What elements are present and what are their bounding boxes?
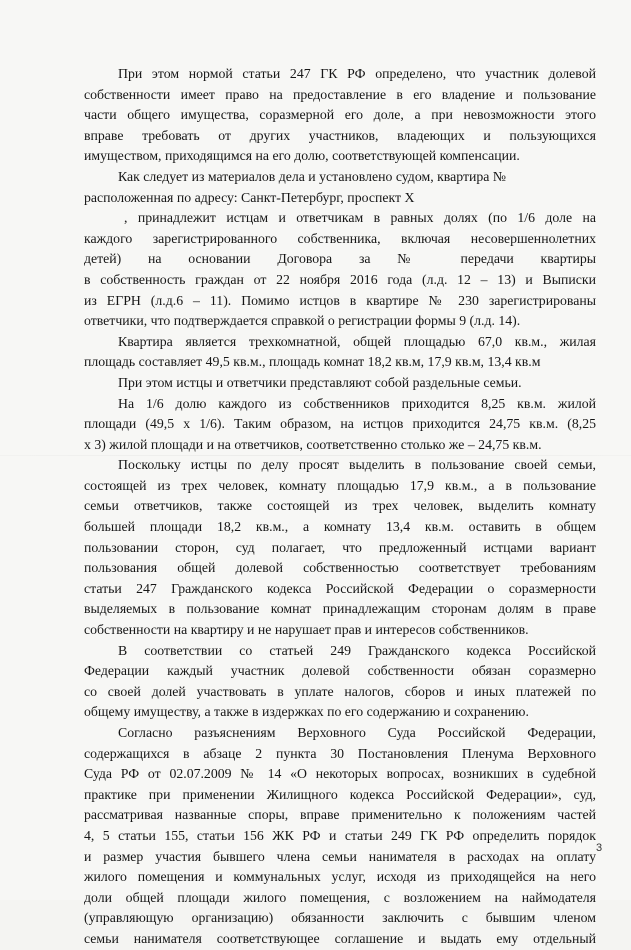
text-line: При этом истцы и ответчики представляют собой раздельные семьи. — [118, 374, 522, 390]
text-line: из ЕГРН (л.д.6 – 11). Помимо истцов в квартире № 230 зарегистрированы — [84, 292, 596, 308]
text-line: семьи нанимателя соответствующее соглашение и выдать ему отдельный — [84, 930, 596, 946]
text-line: площади (49,5 х 1/6). Таким образом, на истцов приходится 24,75 кв.м. (8,25 — [84, 416, 596, 432]
text-line: 4, 5 статьи 155, статьи 156 ЖК РФ и статьи 249 ГК РФ определить порядок — [84, 827, 596, 843]
text-line: общему имуществу, а также в издержках по его содержанию и сохранению. — [84, 704, 529, 720]
text-line: Согласно разъяснениям Верховного Суда Российской Федерации, — [118, 725, 596, 740]
text-line: семьи ответчиков, также состоящей из трех человек, выделить комнату — [84, 498, 596, 514]
text-line: , принадлежит истцам и ответчикам в равных долях (по 1/6 доле на — [124, 210, 596, 226]
text-line: пользовании сторон, суд полагает, что предложенный истцами вариант — [84, 539, 596, 555]
text-line: ответчики, что подтверждается справкой о регистрации формы 9 (л.д. 14). — [84, 313, 521, 329]
text-line: (управляющую организацию) обязанности заключить с бывшим членом — [84, 910, 596, 926]
text-line: Как следует из материалов дела и установлено судом, квартира № — [118, 168, 507, 184]
text-line: и размер участия бывшего члена семьи нанимателя в расходах на оплату — [84, 848, 596, 864]
text-line: собственности на квартиру и не нарушает прав и интересов собственников. — [84, 622, 529, 638]
document-body — [84, 64, 596, 950]
text-line: вправе требовать от других участников, владеющих и пользующихся — [84, 127, 596, 143]
text-line: Суда РФ от 02.07.2009 № 14 «О некоторых вопросах, возникших в судебной — [84, 766, 596, 782]
text-line: Поскольку истцы по делу просят выделить в пользование своей семьи, — [118, 457, 596, 473]
text-line: выделяемых в пользование комнат принадлежащим сторонам долям в праве — [84, 601, 596, 617]
text-line: расположенная по адресу: Санкт-Петербург, проспект Х — [84, 189, 415, 205]
text-line: состоящей из трех человек, комнату площадью 17,9 кв.м., а в пользование — [84, 477, 596, 493]
text-line: каждого зарегистрированного собственника, включая несовершеннолетних — [84, 230, 596, 246]
text-line: имуществом, приходящимся на его долю, соответствующей компенсации. — [84, 148, 520, 164]
text-line: содержащихся в абзаце 2 пункта 30 Постановления Пленума Верховного — [84, 745, 596, 761]
text-line: жилого помещения и коммунальных услуг, исходя из приходящейся на него — [84, 869, 596, 885]
text-line: детей) на основании Договора за № передачи квартиры — [84, 251, 596, 267]
text-line: На 1/6 долю каждого из собственников приходится 8,25 кв.м. жилой — [118, 395, 596, 411]
text-line: пользования общей долевой собственностью соответствует требованиям — [84, 560, 596, 576]
text-line: в собственность граждан от 22 ноября 2016 года (л.д. 12 – 13) и Выписки — [84, 271, 596, 287]
text-line: При этом нормой статьи 247 ГК РФ определено, что участник долевой — [118, 66, 596, 81]
text-line: Квартира является трехкомнатной, общей площадью 67,0 кв.м., жилая — [118, 333, 596, 349]
text-line: доли общей площади жилого помещения, с возложением на наймодателя — [84, 889, 596, 905]
page-number: 3 — [596, 842, 603, 854]
text-line: площадь составляет 49,5 кв.м., площадь комнат 18,2 кв.м, 17,9 кв.м, 13,4 кв.м — [84, 354, 541, 370]
text-line: В соответствии со статьей 249 Гражданского кодекса Российской — [118, 642, 596, 658]
text-line: х 3) жилой площади и на ответчиков, соответственно столько же – 24,75 кв.м. — [84, 436, 542, 452]
text-line: Федерации каждый участник долевой собственности обязан соразмерно — [84, 663, 596, 679]
text-line: рассматривая названные споры, вправе применительно к положениям частей — [84, 807, 596, 823]
text-line: со своей долей участвовать в уплате налогов, сборов и иных платежей по — [84, 683, 596, 699]
text-line: собственности имеет право на предоставление в его владение и пользование — [84, 86, 596, 102]
text-line: большей площади 18,2 кв.м., а комнату 13,4 кв.м. оставить в общем — [84, 519, 596, 535]
text-line: практике при применении Жилищного кодекса Российской Федерации», суд, — [84, 786, 596, 802]
text-line: части общего имущества, соразмерной его доле, а при невозможности этого — [84, 107, 596, 123]
text-line: статьи 247 Гражданского кодекса Российской Федерации о соразмерности — [84, 580, 596, 596]
